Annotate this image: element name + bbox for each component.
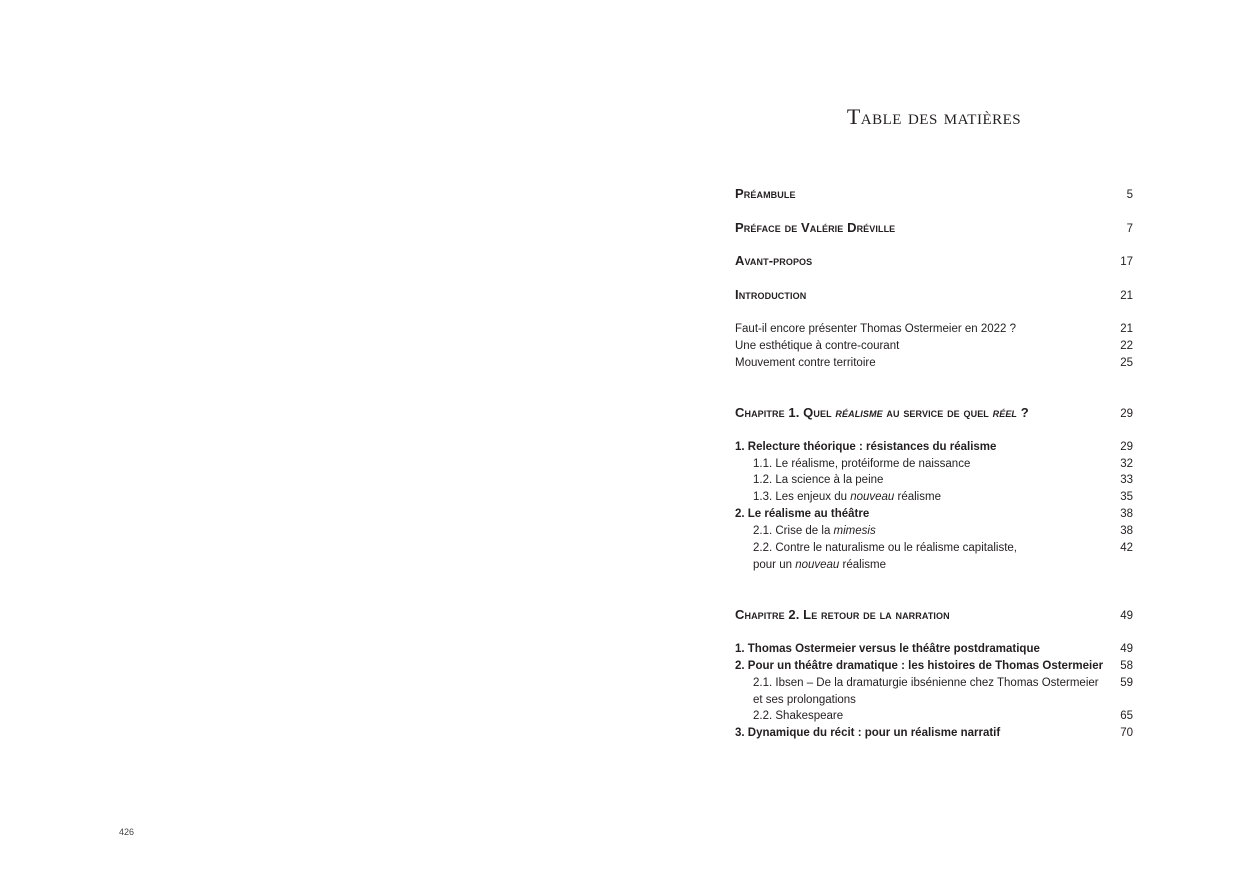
toc-entry-preambule — [735, 185, 1133, 204]
toc-entry-page: 7 — [1126, 223, 1133, 235]
toc-entry-page: 59 — [1120, 677, 1133, 689]
toc-entry-page: 49 — [1120, 643, 1133, 655]
toc-entry-label — [735, 489, 941, 506]
toc-entry-ch1-2-2 — [735, 540, 1133, 557]
toc-entry-label: Une esthétique à contre-courant — [735, 340, 900, 352]
toc-entry-label: 2. Le réalisme au théâtre — [735, 508, 870, 520]
ch1-2-1-label-a: 2.1. Crise de la — [753, 525, 834, 537]
toc-entry-ch1-1-3 — [735, 489, 1133, 506]
toc-entry-ch2-3 — [735, 725, 1133, 742]
chapter-1-label-b: réalisme — [835, 405, 883, 420]
toc-entry-page: 32 — [1120, 458, 1133, 470]
ch1-2-1-label-b: mimesis — [833, 525, 876, 537]
toc-entry-label: 3. Dynamique du récit : pour un réalisme narratif — [735, 727, 1001, 739]
toc-entry-label: Préambule — [735, 186, 796, 201]
toc-entry-introduction — [735, 286, 1133, 305]
ch1-1-3-label-b: nouveau — [850, 491, 895, 503]
toc-entry-ch2-2-1 — [735, 675, 1133, 692]
toc-entry-page: 17 — [1120, 256, 1133, 268]
toc-entry-preface — [735, 219, 1133, 238]
toc-entry-page: 21 — [1120, 290, 1133, 302]
toc-entry-label: et ses prolongations — [753, 694, 856, 706]
toc-entry-page: 70 — [1120, 727, 1133, 739]
toc-entry-page: 58 — [1120, 660, 1133, 672]
toc-entry-page: 38 — [1120, 525, 1133, 537]
toc-entry-label: Avant-propos — [735, 253, 813, 268]
toc-entry-label: 2.2. Contre le naturalisme ou le réalisme capitaliste, — [753, 542, 1017, 554]
toc-entry-page: 35 — [1120, 491, 1133, 503]
ch1-2-2-cont-b: nouveau — [795, 559, 840, 571]
chapter-1-label-d: réel — [992, 405, 1018, 420]
toc-entry-label: 2.2. Shakespeare — [753, 710, 844, 722]
toc-entry-page: 38 — [1120, 508, 1133, 520]
ch1-1-3-label-c: réalisme — [894, 491, 941, 503]
toc-entry-ch2-1 — [735, 641, 1133, 658]
toc-entry-label: 2. Pour un théâtre dramatique : les histoires de Thomas Ostermeier — [735, 660, 1104, 672]
toc-entry-ch1-1 — [735, 439, 1133, 456]
toc-entry-page: 49 — [1120, 610, 1133, 622]
toc-entry-ch1-2-2-continued — [735, 557, 1133, 574]
toc-entry-label: 1.2. La science à la peine — [753, 474, 884, 486]
toc-entry-label: 1. Thomas Ostermeier versus le théâtre postdramatique — [735, 643, 1040, 655]
toc-entry-ch1-2 — [735, 506, 1133, 523]
toc-entry-page: 42 — [1120, 542, 1133, 554]
toc-entry-label: Mouvement contre territoire — [735, 357, 876, 369]
toc-entry-intro-1 — [735, 321, 1133, 338]
toc-entry-avant-propos — [735, 252, 1133, 271]
toc-entry-label — [735, 557, 886, 574]
toc-entry-label: Préface de Valérie Dréville — [735, 220, 896, 235]
toc-entry-intro-2 — [735, 338, 1133, 355]
toc-entry-page: 33 — [1120, 474, 1133, 486]
toc-entry-chapter-2 — [735, 606, 1133, 625]
toc-entry-ch1-2-1 — [735, 523, 1133, 540]
toc-entry-ch1-1-2 — [735, 472, 1133, 489]
toc-entry-page: 5 — [1126, 189, 1133, 201]
toc-title: Table des matières — [846, 104, 1022, 129]
toc-entry-ch2-2-2 — [735, 708, 1133, 725]
toc-entry-page: 25 — [1120, 357, 1133, 369]
toc-entry-label: 2.1. Ibsen – De la dramaturgie ibsénienne chez Thomas Ostermeier — [753, 677, 1099, 689]
toc-entry-page: 29 — [1120, 408, 1133, 420]
toc-entry-label — [735, 404, 1029, 421]
toc-entry-ch2-2-1-continued — [735, 692, 1133, 709]
toc-entry-label: 1. Relecture théorique : résistances du réalisme — [735, 441, 997, 453]
toc-entry-page: 29 — [1120, 441, 1133, 453]
toc-entry-page: 65 — [1120, 710, 1133, 722]
page-number: 426 — [119, 827, 135, 837]
toc-entry-label — [735, 523, 876, 540]
ch1-1-3-label-a: 1.3. Les enjeux du — [753, 491, 851, 503]
toc-entry-intro-3 — [735, 355, 1133, 372]
toc-entry-page: 21 — [1120, 323, 1133, 335]
chapter-1-label-e: ? — [1017, 405, 1029, 420]
ch1-2-2-cont-c: réalisme — [839, 559, 886, 571]
chapter-1-label-c: au service de quel — [882, 405, 993, 420]
ch1-2-2-cont-a: pour un — [753, 559, 796, 571]
toc-entry-page: 22 — [1120, 340, 1133, 352]
toc-entry-label: Introduction — [735, 287, 807, 302]
toc-entry-label: Faut-il encore présenter Thomas Ostermeier en 2022 ? — [735, 323, 1017, 335]
toc-entry-ch2-2 — [735, 658, 1133, 675]
toc-entry-label: 1.1. Le réalisme, protéiforme de naissance — [753, 458, 971, 470]
chapter-1-label-a: Chapitre 1. Quel — [735, 405, 836, 420]
toc-entry-label: Chapitre 2. Le retour de la narration — [735, 607, 950, 622]
table-of-contents — [735, 0, 1133, 890]
toc-entry-chapter-1 — [735, 404, 1133, 423]
toc-entry-ch1-1-1 — [735, 456, 1133, 473]
